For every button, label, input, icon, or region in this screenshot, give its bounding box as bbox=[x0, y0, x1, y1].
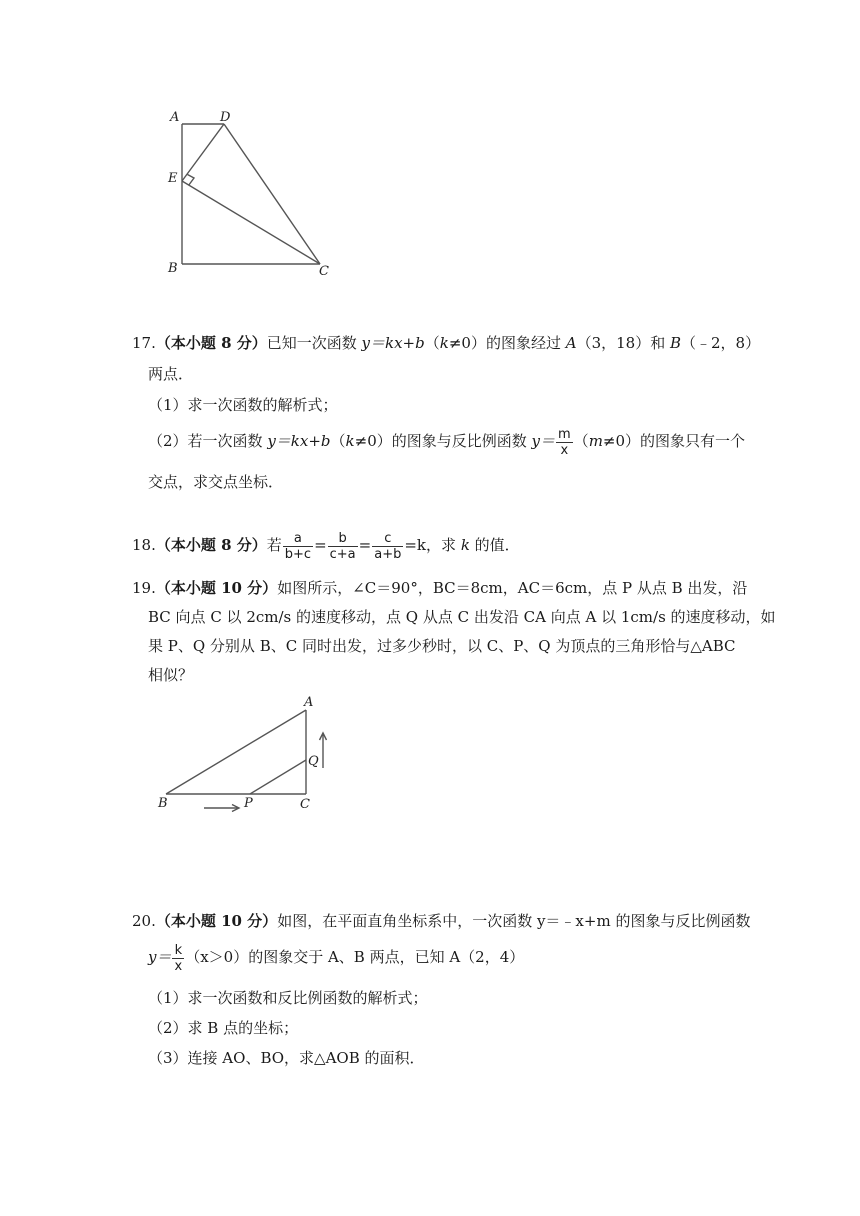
q20-line2 bbox=[148, 942, 524, 974]
q19-points: （本小题 10 分） bbox=[155, 579, 278, 597]
q18-points: （本小题 8 分） bbox=[155, 536, 267, 554]
q18-fraction-3 bbox=[372, 531, 403, 562]
q20-points: （本小题 10 分） bbox=[155, 912, 278, 930]
q20-part3: （3）连接 AO、BO，求△AOB 的面积． bbox=[148, 1049, 425, 1067]
q17-var-y: y＝ bbox=[531, 432, 555, 450]
q19-line2: BC 向点 C 以 2cm/s 的速度移动，点 Q 从点 C 出发沿 CA 向点 A 以 1cm/s 的速度移动，如 bbox=[148, 608, 776, 626]
q17-line1 bbox=[132, 333, 760, 353]
q20-fraction-k-over-x bbox=[172, 943, 184, 974]
q17-text: （2）若一次函数 bbox=[148, 432, 268, 450]
label-d: D bbox=[220, 110, 231, 125]
label-c: C bbox=[319, 264, 329, 279]
label-e: E bbox=[168, 171, 178, 186]
q20-part1: （1）求一次函数和反比例函数的解析式； bbox=[148, 989, 428, 1007]
q17-text: （﹣2，8） bbox=[681, 334, 761, 352]
fraction-numerator: b bbox=[338, 530, 347, 546]
q19-text: 如图所示，∠C＝90°，BC＝8cm，AC＝6cm，点 P 从点 B 出发，沿 bbox=[277, 579, 748, 597]
q17-point-a: A bbox=[565, 334, 577, 352]
q17-var-k: k bbox=[439, 334, 449, 352]
segment-ba bbox=[166, 710, 306, 794]
q20-var-y: y＝ bbox=[148, 948, 172, 966]
label-b: B bbox=[168, 261, 178, 276]
q17-part2 bbox=[148, 426, 745, 458]
q20-number: 20. bbox=[132, 912, 156, 930]
q17-text: 已知一次函数 bbox=[266, 334, 362, 352]
q20-part2: （2）求 B 点的坐标； bbox=[148, 1019, 299, 1037]
q18-line bbox=[132, 530, 520, 562]
fraction-denominator: x bbox=[174, 958, 183, 974]
q17-point-b: B bbox=[669, 334, 682, 352]
fraction-numerator: k bbox=[174, 942, 183, 958]
q20-text: 如图，在平面直角坐标系中，一次函数 y＝﹣x+m 的图象与反比例函数 bbox=[277, 912, 751, 930]
q19-number: 19. bbox=[132, 579, 156, 597]
q17-fraction-m-over-x bbox=[556, 427, 573, 458]
q17-equation: y＝kx+b bbox=[361, 334, 425, 352]
fraction-numerator: a bbox=[293, 530, 302, 546]
label-p: P bbox=[244, 796, 253, 811]
label-a: A bbox=[304, 695, 314, 710]
q18-text: ，求 bbox=[426, 536, 461, 554]
q20-line1 bbox=[132, 911, 750, 931]
q17-line2: 两点． bbox=[148, 365, 194, 383]
q18-text: 若 bbox=[266, 536, 282, 554]
q17-number: 17. bbox=[132, 334, 156, 352]
q20-text: （x＞0）的图象交于 A、B 两点，已知 A（2，4） bbox=[185, 948, 525, 966]
q17-part2-line2: 交点，求交点坐标． bbox=[148, 473, 284, 491]
q19-line1 bbox=[132, 578, 747, 598]
q17-text: （ bbox=[424, 334, 440, 352]
label-c: C bbox=[300, 797, 310, 812]
q17-text: ≠0）的图象经过 bbox=[448, 334, 566, 352]
q19-line4: 相似？ bbox=[148, 666, 194, 684]
q19-line3: 果 P、Q 分别从 B、C 同时出发，过多少秒时，以 C、P、Q 为顶点的三角形恰与△ABC bbox=[148, 637, 736, 655]
q18-equals-k: =k bbox=[404, 536, 427, 554]
q17-part1: （1）求一次函数的解析式； bbox=[148, 396, 338, 414]
figure-19-diagram bbox=[150, 690, 340, 820]
q17-text: （ bbox=[330, 432, 346, 450]
q18-var-k: k bbox=[460, 536, 470, 554]
segment-ed bbox=[182, 124, 224, 181]
segment-ec bbox=[182, 181, 320, 264]
q17-text: （3，18）和 bbox=[576, 334, 670, 352]
segment-dc bbox=[224, 124, 320, 264]
fraction-numerator: c bbox=[384, 530, 392, 546]
q17-text: （ bbox=[573, 432, 589, 450]
right-angle-mark bbox=[188, 175, 195, 186]
fraction-denominator: c+a bbox=[329, 546, 356, 562]
label-q: Q bbox=[308, 754, 319, 769]
label-a: A bbox=[170, 110, 180, 125]
equals-sign: = bbox=[358, 536, 372, 554]
label-b: B bbox=[158, 796, 168, 811]
q18-text: 的值． bbox=[469, 536, 520, 554]
q17-text: ≠0）的图象只有一个 bbox=[602, 432, 746, 450]
q18-fraction-1 bbox=[283, 531, 313, 562]
fraction-denominator: b+c bbox=[284, 546, 312, 562]
q17-var-k: k bbox=[345, 432, 355, 450]
q18-number: 18. bbox=[132, 536, 156, 554]
q17-points: （本小题 8 分） bbox=[155, 334, 267, 352]
fraction-denominator: a+b bbox=[374, 546, 402, 562]
equals-sign: = bbox=[314, 536, 327, 554]
q17-equation: y＝kx+b bbox=[267, 432, 331, 450]
q17-text: ≠0）的图象与反比例函数 bbox=[354, 432, 532, 450]
q18-fraction-2 bbox=[328, 531, 358, 562]
segment-pq bbox=[250, 760, 306, 794]
q17-var-m: m bbox=[588, 432, 603, 450]
figure-16-diagram bbox=[160, 104, 350, 284]
fraction-denominator: x bbox=[556, 442, 573, 458]
fraction-numerator: m bbox=[558, 426, 571, 442]
